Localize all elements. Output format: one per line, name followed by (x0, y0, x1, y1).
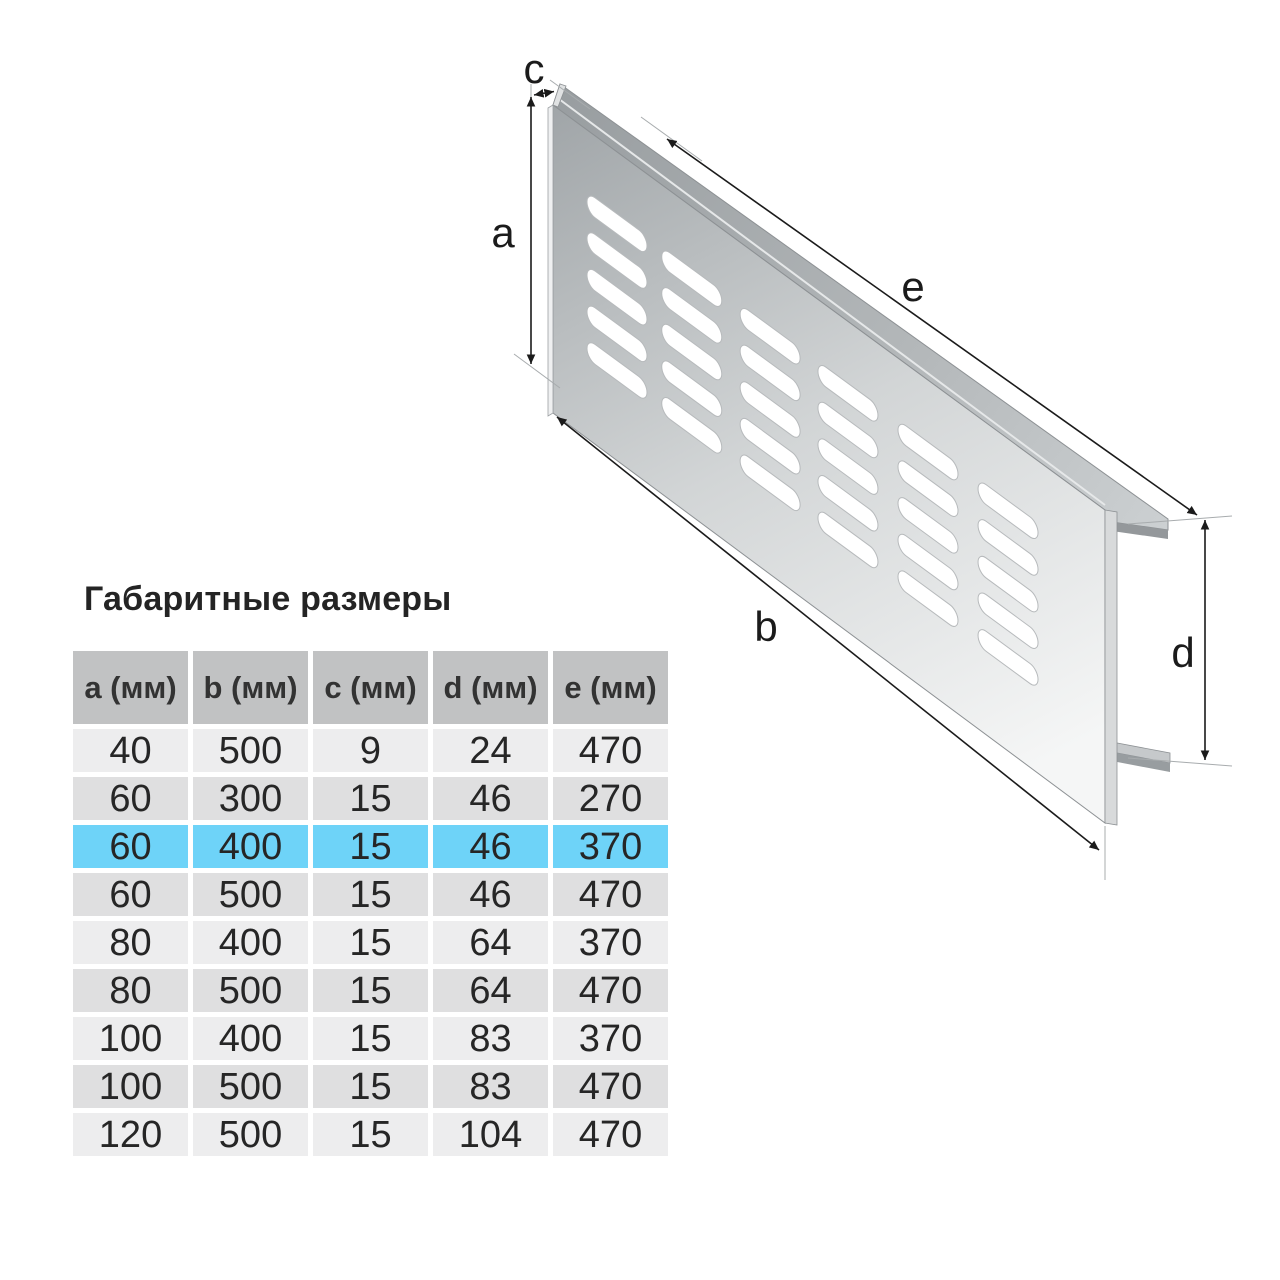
table-cell: 15 (313, 1065, 428, 1108)
table-cell: 470 (553, 873, 668, 916)
table-cell-highlighted: 60 (73, 825, 188, 868)
table-cell: 80 (73, 969, 188, 1012)
table-header-cell: a (мм) (73, 651, 188, 724)
table-cell: 80 (73, 921, 188, 964)
table-cell: 60 (73, 777, 188, 820)
table-cell: 83 (433, 1065, 548, 1108)
dimension-label-a: a (491, 209, 515, 256)
table-cell: 9 (313, 729, 428, 772)
table-cell: 15 (313, 873, 428, 916)
table-header-cell: d (мм) (433, 651, 548, 724)
table-cell: 46 (433, 873, 548, 916)
table-header-cell: c (мм) (313, 651, 428, 724)
table-cell: 300 (193, 777, 308, 820)
table-cell: 500 (193, 873, 308, 916)
table-cell: 500 (193, 729, 308, 772)
table-cell: 370 (553, 921, 668, 964)
table-cell: 400 (193, 1017, 308, 1060)
table-cell: 120 (73, 1113, 188, 1156)
table-cell: 24 (433, 729, 548, 772)
dimension-label-b: b (754, 603, 778, 650)
table-cell: 15 (313, 1113, 428, 1156)
table-cell: 400 (193, 921, 308, 964)
table-cell: 15 (313, 777, 428, 820)
grille-left-edge (548, 105, 553, 416)
table-cell: 470 (553, 1065, 668, 1108)
table-cell: 64 (433, 969, 548, 1012)
dimension-label-c: c (523, 45, 545, 92)
table-cell: 40 (73, 729, 188, 772)
table-cell: 15 (313, 969, 428, 1012)
table-cell-highlighted: 15 (313, 825, 428, 868)
table-cell: 100 (73, 1065, 188, 1108)
table-cell: 46 (433, 777, 548, 820)
table-cell: 60 (73, 873, 188, 916)
grille-right-edge (1105, 510, 1117, 825)
dimension-label-d: d (1171, 629, 1195, 676)
table-cell: 100 (73, 1017, 188, 1060)
table-cell: 500 (193, 1113, 308, 1156)
page-title: Габаритные размеры (84, 580, 452, 618)
table-cell: 64 (433, 921, 548, 964)
table-cell-highlighted: 400 (193, 825, 308, 868)
table-cell: 15 (313, 1017, 428, 1060)
table-cell: 470 (553, 969, 668, 1012)
table-cell: 104 (433, 1113, 548, 1156)
table-cell: 270 (553, 777, 668, 820)
table-cell: 500 (193, 969, 308, 1012)
table-header-cell: b (мм) (193, 651, 308, 724)
table-cell: 470 (553, 729, 668, 772)
dimension-line-c (534, 92, 554, 96)
table-cell-highlighted: 370 (553, 825, 668, 868)
table-cell: 15 (313, 921, 428, 964)
table-cell: 470 (553, 1113, 668, 1156)
table-header-cell: e (мм) (553, 651, 668, 724)
dimension-label-e: e (901, 263, 925, 310)
table-cell: 370 (553, 1017, 668, 1060)
table-cell-highlighted: 46 (433, 825, 548, 868)
dimensions-table (73, 651, 668, 1156)
table-cell: 83 (433, 1017, 548, 1060)
table-cell: 500 (193, 1065, 308, 1108)
